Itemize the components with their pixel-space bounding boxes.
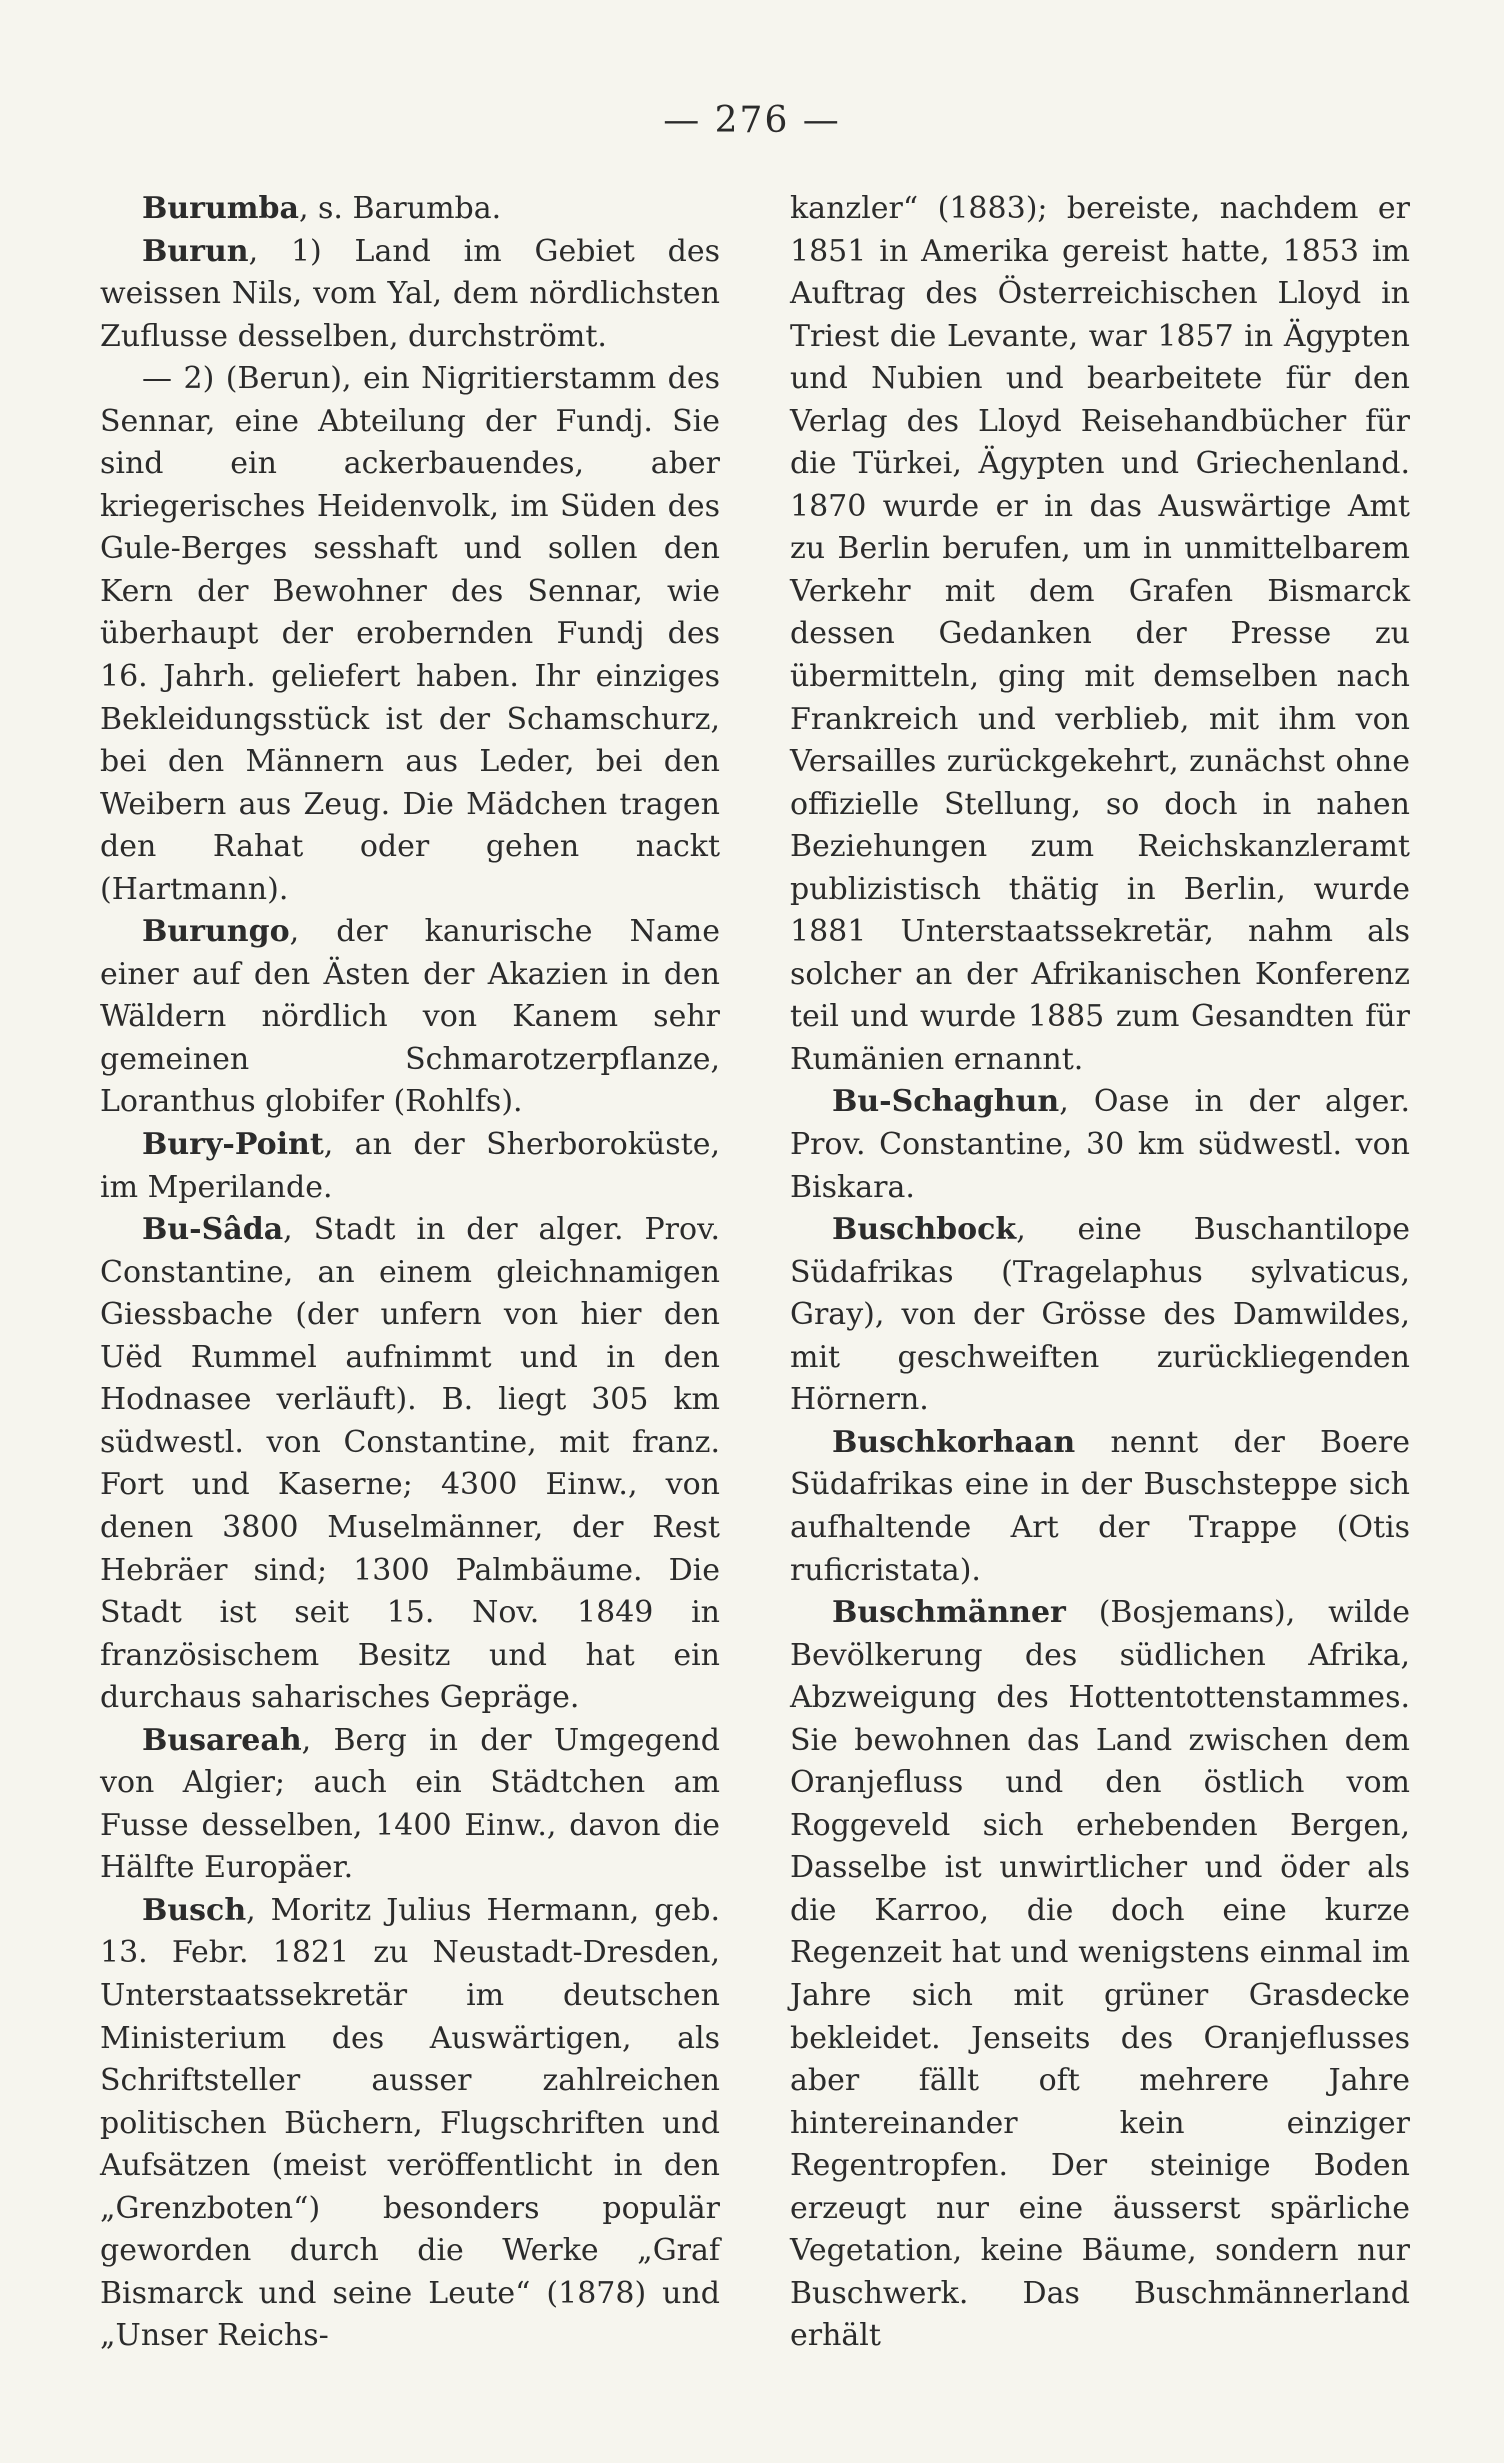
- entry-head: Bu-Schaghun: [832, 1084, 1060, 1120]
- entry-head: Burumba: [142, 191, 299, 226]
- entry-head: Buschkorhaan: [832, 1424, 1076, 1460]
- entry-text: — 2) (Berun), ein Nigritierstamm des Sennar, eine Abteilung der Fundj. Sie sind ein ackerbauendes, aber kriegerisches Heidenvolk, im Süden des Gule-Berges sesshaft und sollen den Kern der Bewohner des Sennar, wie überhaupt der erobernden Fundj des 16. Jahrh. geliefert haben. Ihr einziges Bekleidungsstück ist der Schamschurz, bei den Männern aus Leder, bei den Weibern aus Zeug. Die Mädchen tragen den Rahat oder gehen nackt (Hartmann).: [100, 361, 720, 907]
- entry-burun-2: [100, 358, 720, 911]
- entry-bu-sada: [100, 1209, 720, 1720]
- entry-head: Buschmänner: [832, 1595, 1066, 1631]
- entry-text: , eine Buschantilope Südafrikas (Tragelaphus sylvaticus, Gray), von der Grösse des Damwildes, mit geschweiften zurückliegenden Hörnern.: [790, 1212, 1410, 1418]
- entry-buschkorhaan: [790, 1422, 1410, 1592]
- entry-buschmaenner: [790, 1592, 1410, 2358]
- entry-busch: [100, 1890, 720, 2358]
- entry-text: kanzler“ (1883); bereiste, nachdem er 1851 in Amerika gereist hatte, 1853 im Auftrag des Österreichischen Lloyd in Triest die Levante, war 1857 in Ägypten und Nubien und bearbeitete für den Verlag des Lloyd Reisehandbücher für die Türkei, Ägypten und Griechenland. 1870 wurde er in das Auswärtige Amt zu Berlin berufen, um in unmittelbarem Verkehr mit dem Grafen Bismarck dessen Gedanken der Presse zu übermitteln, ging mit demselben nach Frankreich und verblieb, mit ihm von Versailles zurückgekehrt, zunächst ohne offizielle Stellung, so doch in nahen Beziehungen zum Reichskanzleramt publizistisch thätig in Berlin, wurde 1881 Unterstaatssekretär, nahm als solcher an der Afrikanischen Konferenz teil und wurde 1885 zum Gesandten für Rumänien ernannt.: [790, 191, 1410, 1077]
- right-column: [790, 188, 1410, 2358]
- entry-buschbock: [790, 1209, 1410, 1422]
- entry-text: , s. Barumba.: [298, 191, 502, 226]
- entry-text: , der kanurische Name einer auf den Ästen der Akazien in den Wäldern nördlich von Kanem sehr gemeinen Schmarotzerpflanze, Loranthus globifer (Rohlfs).: [100, 914, 720, 1120]
- entry-text: nennt der Boere Südafrikas eine in der Buschsteppe sich aufhaltende Art der Trappe (Otis ruficristata).: [790, 1424, 1410, 1588]
- entry-head: Burungo: [142, 914, 290, 950]
- entry-burungo: [100, 911, 720, 1124]
- entry-text: , an der Sherboroküste, im Mperilande.: [100, 1127, 720, 1205]
- entry-text: , Oase in der alger. Prov. Constantine, 30 km südwestl. von Biskara.: [790, 1084, 1410, 1205]
- left-column: [100, 188, 720, 2358]
- entry-head: Burun: [142, 233, 249, 269]
- entry-bury-point: [100, 1124, 720, 1209]
- entry-burumba: [100, 188, 720, 231]
- entry-head: Busareah: [142, 1722, 302, 1758]
- entry-busch-continued: [790, 188, 1410, 1081]
- entry-text: , 1) Land im Gebiet des weissen Nils, vom Yal, dem nördlichsten Zuflusse desselben, durchströmt.: [100, 233, 720, 354]
- entry-head: Busch: [142, 1892, 247, 1928]
- entry-head: Bury-Point: [142, 1127, 324, 1163]
- entry-text: (Bosjemans), wilde Bevölkerung des südlichen Afrika, Abzweigung des Hottentottenstammes. Sie bewohnen das Land zwischen dem Oranjefluss und den östlich vom Roggeveld sich erhebenden Bergen, Dasselbe ist unwirtlicher und öder als die Karroo, die doch eine kurze Regenzeit hat und wenigstens einmal im Jahre sich mit grüner Grasdecke bekleidet. Jenseits des Oranjeflusses aber fällt oft mehrere Jahre hintereinander kein einziger Regentropfen. Der steinige Boden erzeugt nur eine äusserst spärliche Vegetation, keine Bäume, sondern nur Buschwerk. Das Buschmännerland erhält: [790, 1595, 1410, 2354]
- entry-burun: [100, 231, 720, 359]
- entry-text: , Berg in der Umgegend von Algier; auch ein Städtchen am Fusse desselben, 1400 Einw., davon die Hälfte Europäer.: [100, 1722, 720, 1886]
- entry-text: , Stadt in der alger. Prov. Constantine, an einem gleichnamigen Giessbache (der unfern von hier den Uëd Rummel aufnimmt und in den Hodnasee verläuft). B. liegt 305 km südwestl. von Constantine, mit franz. Fort und Kaserne; 4300 Einw., von denen 3800 Muselmänner, der Rest Hebräer sind; 1300 Palmbäume. Die Stadt ist seit 15. Nov. 1849 in französischem Besitz und hat ein durchaus saharisches Gepräge.: [100, 1212, 720, 1716]
- entry-busareah: [100, 1720, 720, 1890]
- entry-head: Buschbock: [832, 1212, 1017, 1248]
- page-number: — 276 —: [663, 100, 841, 141]
- entry-bu-schaghun: [790, 1081, 1410, 1209]
- entry-head: Bu-Sâda: [142, 1212, 284, 1248]
- entry-text: , Moritz Julius Hermann, geb. 13. Febr. 1821 zu Neustadt-Dresden, Unterstaatssekretär im deutschen Ministerium des Auswärtigen, als Schriftsteller ausser zahlreichen politischen Büchern, Flugschriften und Aufsätzen (meist veröffentlicht in den „Grenzboten“) besonders populär geworden durch die Werke „Graf Bismarck und seine Leute“ (1878) und „Unser Reichs-: [100, 1892, 720, 2354]
